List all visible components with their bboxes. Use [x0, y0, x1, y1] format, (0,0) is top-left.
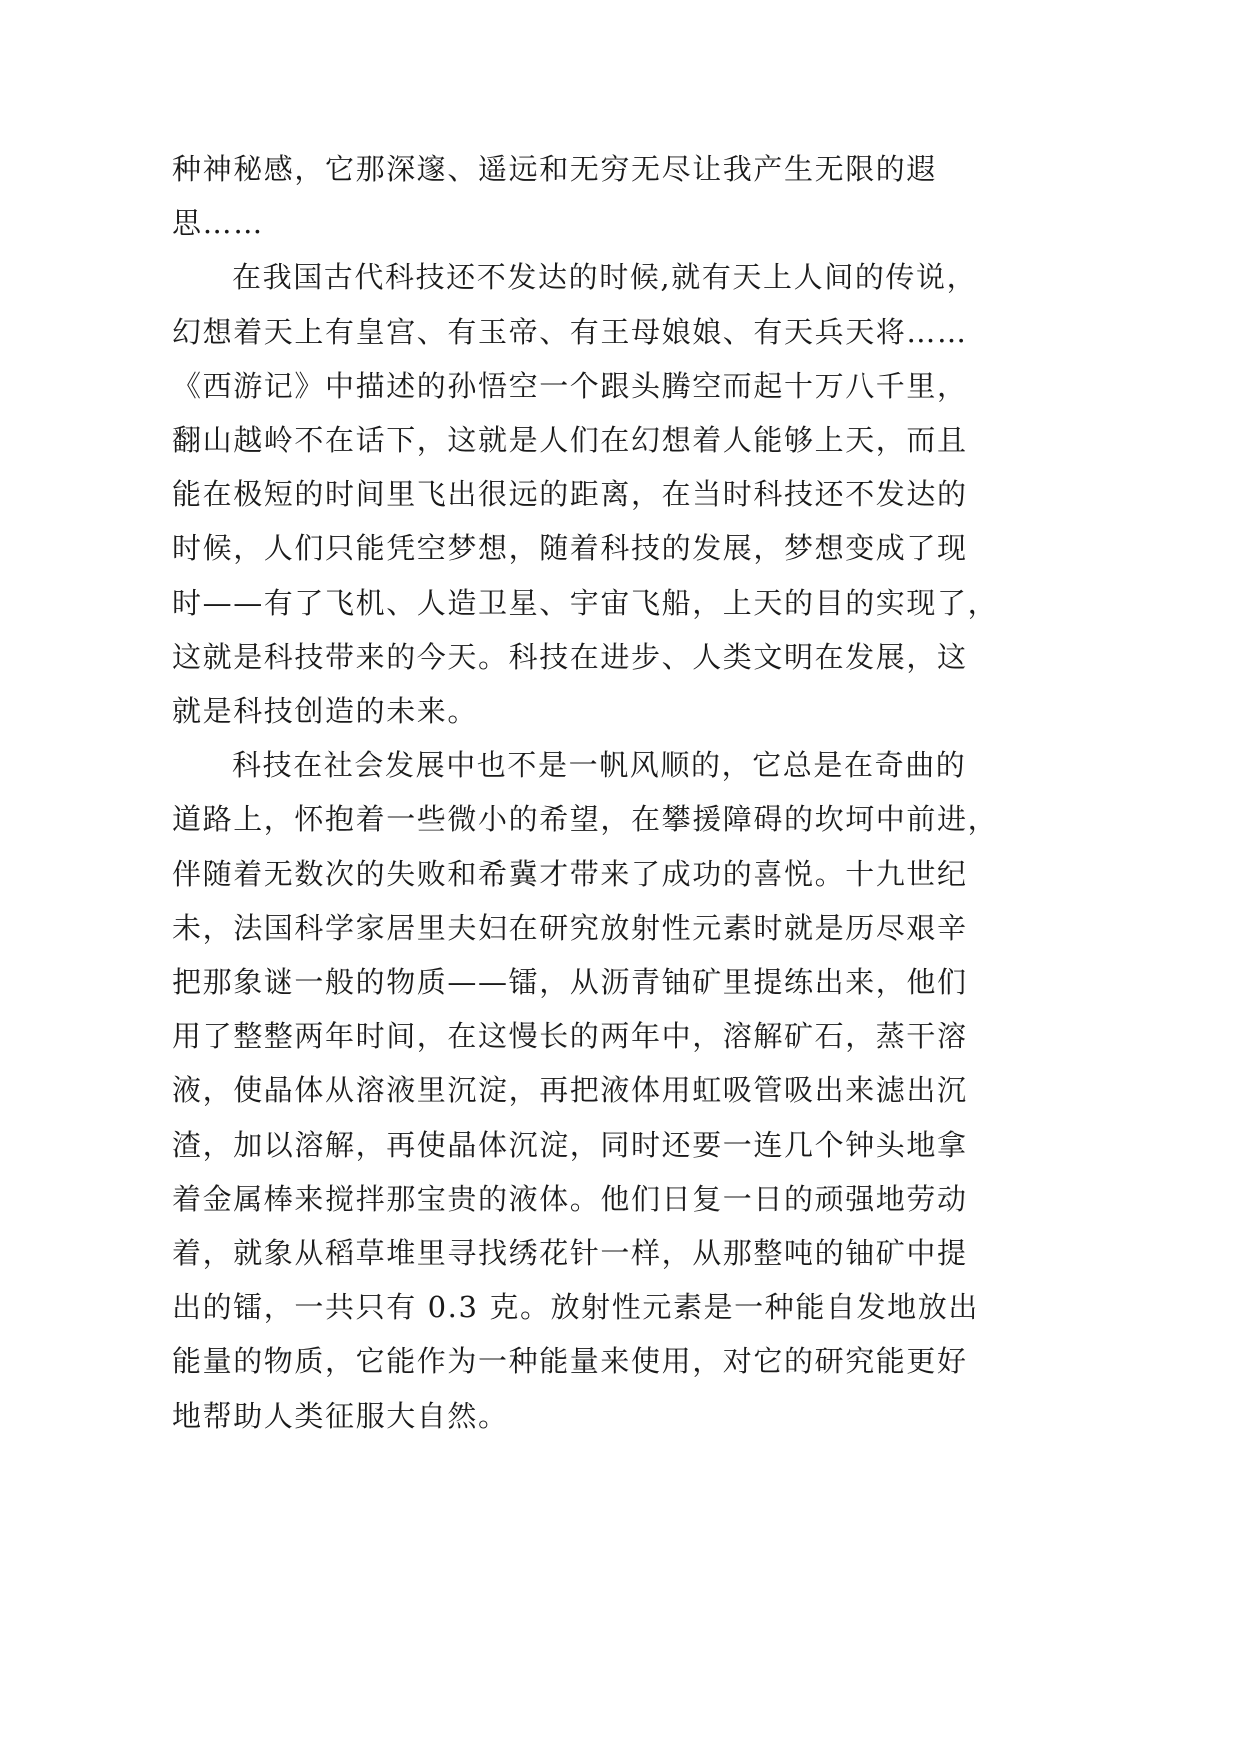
- text-line: 伴随着无数次的失败和希冀才带来了成功的喜悦。十九世纪: [172, 856, 968, 891]
- text-line: 渣，加以溶解，再使晶体沉淀，同时还要一连几个钟头地拿: [172, 1127, 968, 1162]
- text-line: 幻想着天上有皇宫、有玉帝、有王母娘娘、有天兵天将……: [172, 314, 968, 349]
- text-line: 翻山越岭不在话下，这就是人们在幻想着人能够上天，而且: [172, 423, 968, 458]
- text-line: 未，法国科学家居里夫妇在研究放射性元素时就是历尽艰辛: [172, 910, 968, 945]
- text-line: 思……: [172, 206, 264, 241]
- text-line: 《西游记》中描述的孙悟空一个跟头腾空而起十万八千里，: [172, 368, 968, 403]
- text-line: 时候，人们只能凭空梦想，随着科技的发展，梦想变成了现: [172, 531, 968, 566]
- text-line: 出的镭，一共只有 0.3 克。放射性元素是一种能自发地放出: [172, 1290, 979, 1325]
- paragraph-curie-radium: [172, 738, 999, 1443]
- text-line: 着金属棒来搅拌那宝贵的液体。他们日复一日的顽强地劳动: [172, 1181, 968, 1216]
- text-line: 着，就象从稻草堆里寻找绣花针一样，从那整吨的铀矿中提: [172, 1236, 968, 1271]
- text-line: 这就是科技带来的今天。科技在进步、人类文明在发展，这: [172, 639, 968, 674]
- text-line: 在我国古代科技还不发达的时候,就有天上人间的传说，: [232, 260, 978, 295]
- text-line: 能量的物质，它能作为一种能量来使用，对它的研究能更好: [172, 1344, 968, 1379]
- text-line: 种神秘感，它那深邃、遥远和无穷无尽让我产生无限的遐: [172, 152, 938, 186]
- paragraph-ancient-legends: [172, 250, 999, 738]
- text-line: 道路上，怀抱着一些微小的希望，在攀援障碍的坎坷中前进，: [172, 802, 999, 837]
- paragraph-continuation: [172, 142, 952, 250]
- text-line: 科技在社会发展中也不是一帆风顺的，它总是在奇曲的: [232, 748, 967, 783]
- text-line: 把那象谜一般的物质——镭，从沥青铀矿里提练出来，他们: [172, 965, 968, 1000]
- text-line: 地帮助人类征服大自然。: [172, 1398, 509, 1433]
- body-text: [172, 142, 999, 1443]
- text-line: 时——有了飞机、人造卫星、宇宙飞船，上天的目的实现了，: [172, 585, 999, 620]
- text-line: 就是科技创造的未来。: [172, 694, 479, 729]
- text-line: 能在极短的时间里飞出很远的距离，在当时科技还不发达的: [172, 477, 968, 512]
- text-line: 用了整整两年时间，在这慢长的两年中，溶解矿石，蒸干溶: [172, 1019, 968, 1054]
- text-line: 液，使晶体从溶液里沉淀，再把液体用虹吸管吸出来滤出沉: [172, 1073, 968, 1108]
